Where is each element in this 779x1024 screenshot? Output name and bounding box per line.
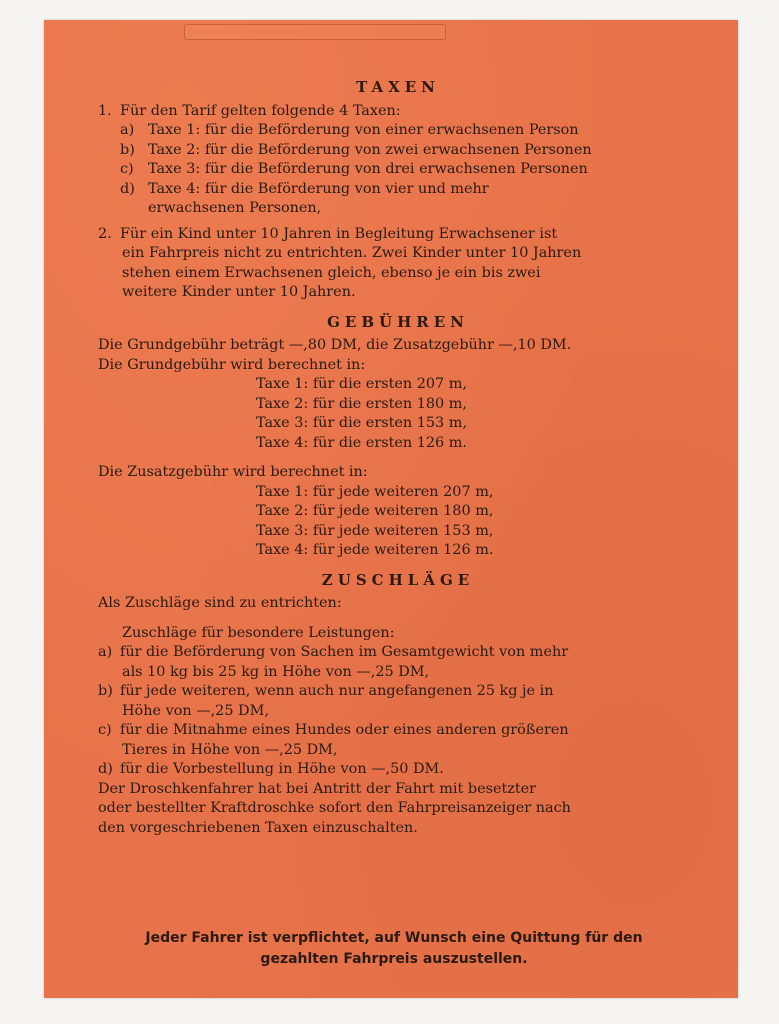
closing-line: Der Droschkenfahrer hat bei Antritt der Fahrt mit besetzter (98, 780, 537, 797)
card-content (98, 78, 698, 838)
zuschlag-b-line: für jede weiteren, wenn auch nur angefangenen 25 kg je in (120, 683, 554, 699)
zuschlaege-intro: Als Zuschläge sind zu entrichten: (98, 595, 342, 611)
taxen-item-2-line: weitere Kinder unter 10 Jahren. (122, 284, 356, 300)
sub-label: a) (98, 644, 113, 660)
zuschlag-d-line: für die Vorbestellung in Höhe von —,50 DM. (120, 761, 444, 777)
item-number: 1. (98, 102, 112, 119)
zusatzgebuehr-intro: Die Zusatzgebühr wird berechnet in: (98, 464, 368, 480)
heading-zuschlaege: ZUSCHLÄGE (321, 570, 475, 589)
sub-label: b) (98, 683, 113, 699)
zuschlag-c-line: Tieres in Höhe von —,25 DM, (122, 741, 338, 758)
receipt-notice-line: Jeder Fahrer ist verpflichtet, auf Wunsch eine Quittung für den (145, 930, 643, 946)
zusatz-taxe-line: Taxe 1: für jede weiteren 207 m, (256, 483, 494, 500)
taxe-sub-a: Taxe 1: für die Beförderung von einer erwachsenen Person (148, 122, 579, 138)
tariff-card (44, 20, 738, 998)
sub-label: d) (98, 761, 113, 777)
closing-line: oder bestellter Kraftdroschke sofort den Fahrpreisanzeiger nach (98, 800, 571, 816)
zuschlag-b-line: Höhe von —,25 DM, (122, 702, 269, 719)
taxe-sub-c: Taxe 3: für die Beförderung von drei erwachsenen Personen (148, 161, 588, 177)
item-number: 2. (98, 225, 112, 242)
sub-label: a) (120, 122, 135, 138)
grund-taxe-line: Taxe 4: für die ersten 126 m. (256, 434, 467, 451)
grund-taxe-line: Taxe 3: für die ersten 153 m, (256, 415, 467, 431)
zusatz-taxe-line: Taxe 3: für jede weiteren 153 m, (256, 522, 494, 539)
zuschlag-a-line: als 10 kg bis 25 kg in Höhe von —,25 DM, (122, 663, 430, 680)
sub-label: b) (120, 141, 135, 158)
grund-taxe-line: Taxe 2: für die ersten 180 m, (256, 395, 467, 412)
sub-label: d) (120, 180, 135, 197)
closing-line: den vorgeschriebenen Taxen einzuschalten. (98, 819, 418, 836)
sub-label: c) (98, 722, 112, 738)
grund-taxe-line: Taxe 1: für die ersten 207 m, (256, 376, 467, 392)
zuschlaege-sub-intro: Zuschläge für besondere Leistungen: (122, 624, 395, 641)
taxen-item-2-line: stehen einem Erwachsenen gleich, ebenso je ein bis zwei (122, 264, 541, 281)
sub-label: c) (120, 161, 134, 177)
heading-taxen: TAXEN (356, 78, 440, 96)
zuschlag-a-line: für die Beförderung von Sachen im Gesamtgewicht von mehr (120, 644, 569, 660)
taxe-sub-d: Taxe 4: für die Beförderung von vier und mehr (148, 180, 489, 197)
grundgebuehr-intro: Die Grundgebühr wird berechnet in: (98, 356, 366, 373)
zusatz-taxe-line: Taxe 2: für jede weiteren 180 m, (256, 503, 494, 519)
taxen-item-2-line: Für ein Kind unter 10 Jahren in Begleitung Erwachsener ist (120, 225, 558, 242)
grundgebuehr-statement: Die Grundgebühr beträgt —,80 DM, die Zusatzgebühr —,10 DM. (98, 337, 572, 353)
receipt-notice-line: gezahlten Fahrpreis auszustellen. (260, 951, 528, 967)
taxe-sub-b: Taxe 2: für die Beförderung von zwei erwachsenen Personen (148, 141, 592, 158)
taxe-sub-d-continued: erwachsenen Personen, (148, 200, 322, 216)
zuschlag-c-line: für die Mitnahme eines Hundes oder eines anderen größeren (120, 722, 569, 738)
taxen-item-2-line: ein Fahrpreis nicht zu entrichten. Zwei Kinder unter 10 Jahren (122, 245, 582, 261)
receipt-notice (84, 928, 704, 970)
taxen-item-1: Für den Tarif gelten folgende 4 Taxen: (120, 102, 401, 119)
paper-fold-flap (184, 24, 446, 40)
zusatz-taxe-line: Taxe 4: für jede weiteren 126 m. (256, 542, 494, 558)
heading-gebuehren: GEBÜHREN (327, 312, 469, 331)
